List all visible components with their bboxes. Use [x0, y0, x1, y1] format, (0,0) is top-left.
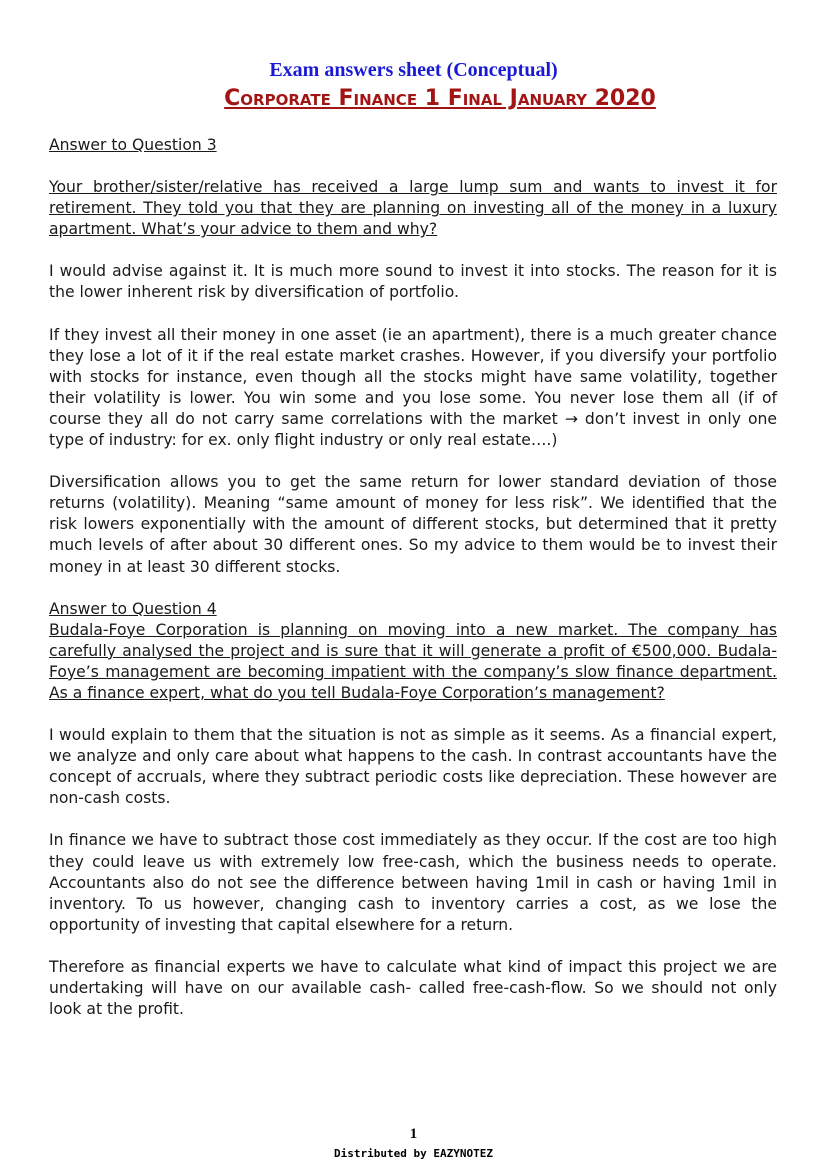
- q4-question: Budala-Foye Corporation is planning on moving into a new market. The company has carefully analysed the project and is sure that it will generate a profit of €500,000. Budala-Foye’s management are becoming impatient with the company’s slow finance department. As a finance expert, what do you tell Budala-Foye Corporation’s management?: [49, 620, 777, 702]
- q3-question: Your brother/sister/relative has received a large lump sum and wants to invest it for retirement. They told you that they are planning on investing all of the money in a luxury apartment. What’s your advice to them and why?: [49, 178, 777, 239]
- distributed-by: Distributed by EAZYNOTEZ: [334, 1147, 493, 1160]
- document-subtitle: Corporate Finance 1 Final January 2020: [224, 86, 656, 111]
- q4-heading: Answer to Question 4: [49, 599, 217, 618]
- document-body: [49, 135, 777, 1020]
- q4-paragraph-2: In finance we have to subtract those cost immediately as they occur. If the cost are too high they could leave us with extremely low free-cash, which the business needs to operate. Accountants also do not see the difference between having 1mil in cash or having 1mil in inventory. To us however, changing cash to inventory carries a cost, as we lose the opportunity of investing that capital elsewhere for a return.: [49, 831, 777, 934]
- q3-paragraph-2: If they invest all their money in one asset (ie an apartment), there is a much greater chance they lose a lot of it if the real estate market crashes. However, if you diversify your portfolio with stocks for instance, even though all the stocks might have same volatility, together their volatility is lower. You win some and you lose some. You never lose them all (if of course they all do not carry same correlations with the market → don’t invest in only one type of industry: for ex. only flight industry or only real estate….): [49, 325, 777, 450]
- page-number: 1: [409, 1126, 418, 1142]
- q3-paragraph-3: Diversification allows you to get the same return for lower standard deviation of those returns (volatility). Meaning “same amount of money for less risk”. We identified that the risk lowers exponentially with the amount of different stocks, but determined that it pretty much levels of after about 30 different ones. So my advice to them would be to invest their money in at least 30 different stocks.: [49, 473, 777, 576]
- q4-paragraph-1: I would explain to them that the situation is not as simple as it seems. As a financial expert, we analyze and only care about what happens to the cash. In contrast accountants have the concept of accruals, where they subtract periodic costs like depreciation. These however are non-cash costs.: [49, 726, 777, 808]
- q3-heading: Answer to Question 3: [49, 136, 217, 154]
- document-title: Exam answers sheet (Conceptual): [269, 59, 558, 81]
- q3-paragraph-1: I would advise against it. It is much more sound to invest it into stocks. The reason for it is the lower inherent risk by diversification of portfolio.: [49, 262, 777, 302]
- q4-paragraph-3: Therefore as financial experts we have to calculate what kind of impact this project we are undertaking will have on our available cash- called free-cash-flow. So we should not only look at the profit.: [49, 957, 777, 1019]
